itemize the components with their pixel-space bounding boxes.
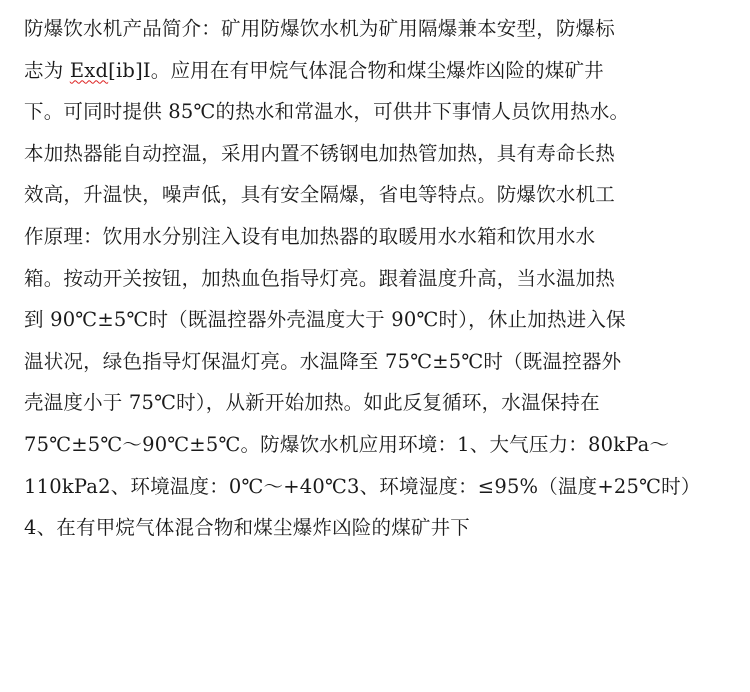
text-segment-rest: [ib]I。应用在有甲烷气体混合物和煤尘爆炸凶险的煤矿井 [108,58,604,82]
text-line-6: 作原理：饮用水分别注入设有电加热器的取暖用水水箱和饮用水水 [24,224,596,248]
text-line-4: 本加热器能自动控温，采用内置不锈钢电加热管加热，具有寿命长热 [24,141,616,165]
text-line-9: 温状况，绿色指导灯保温灯亮。水温降至 75℃±5℃时（既温控器外 [24,349,622,373]
text-line-10: 壳温度小于 75℃时），从新开始加热。如此反复循环，水温保持在 [24,391,600,415]
text-line-12: 110kPa2、环境温度：0℃～+40℃3、环境湿度：≤95%（温度+25℃时） [24,474,701,498]
text-segment-prefix: 志为 [24,58,64,82]
text-line-2 [24,50,742,92]
spellcheck-flagged-word: Exd [69,58,109,82]
text-line-1: 防爆饮水机产品简介：矿用防爆饮水机为矿用隔爆兼本安型，防爆标 [24,17,616,40]
text-line-13: 4、在有甲烷气体混合物和煤尘爆炸凶险的煤矿井下 [24,516,471,540]
text-line-3: 下。可同时提供 85℃的热水和常温水，可供井下事情人员饮用热水。 [24,100,630,124]
text-line-11: 75℃±5℃～90℃±5℃。防爆饮水机应用环境：1、大气压力：80kPa～ [24,432,670,456]
text-line-7: 箱。按动开关按钮，加热血色指导灯亮。跟着温度升高，当水温加热 [24,266,616,290]
text-line-5: 效高，升温快，噪声低，具有安全隔爆，省电等特点。防爆饮水机工 [24,183,616,207]
text-line-8: 到 90℃±5℃时（既温控器外壳温度大于 90℃时），休止加热进入保 [24,308,626,332]
